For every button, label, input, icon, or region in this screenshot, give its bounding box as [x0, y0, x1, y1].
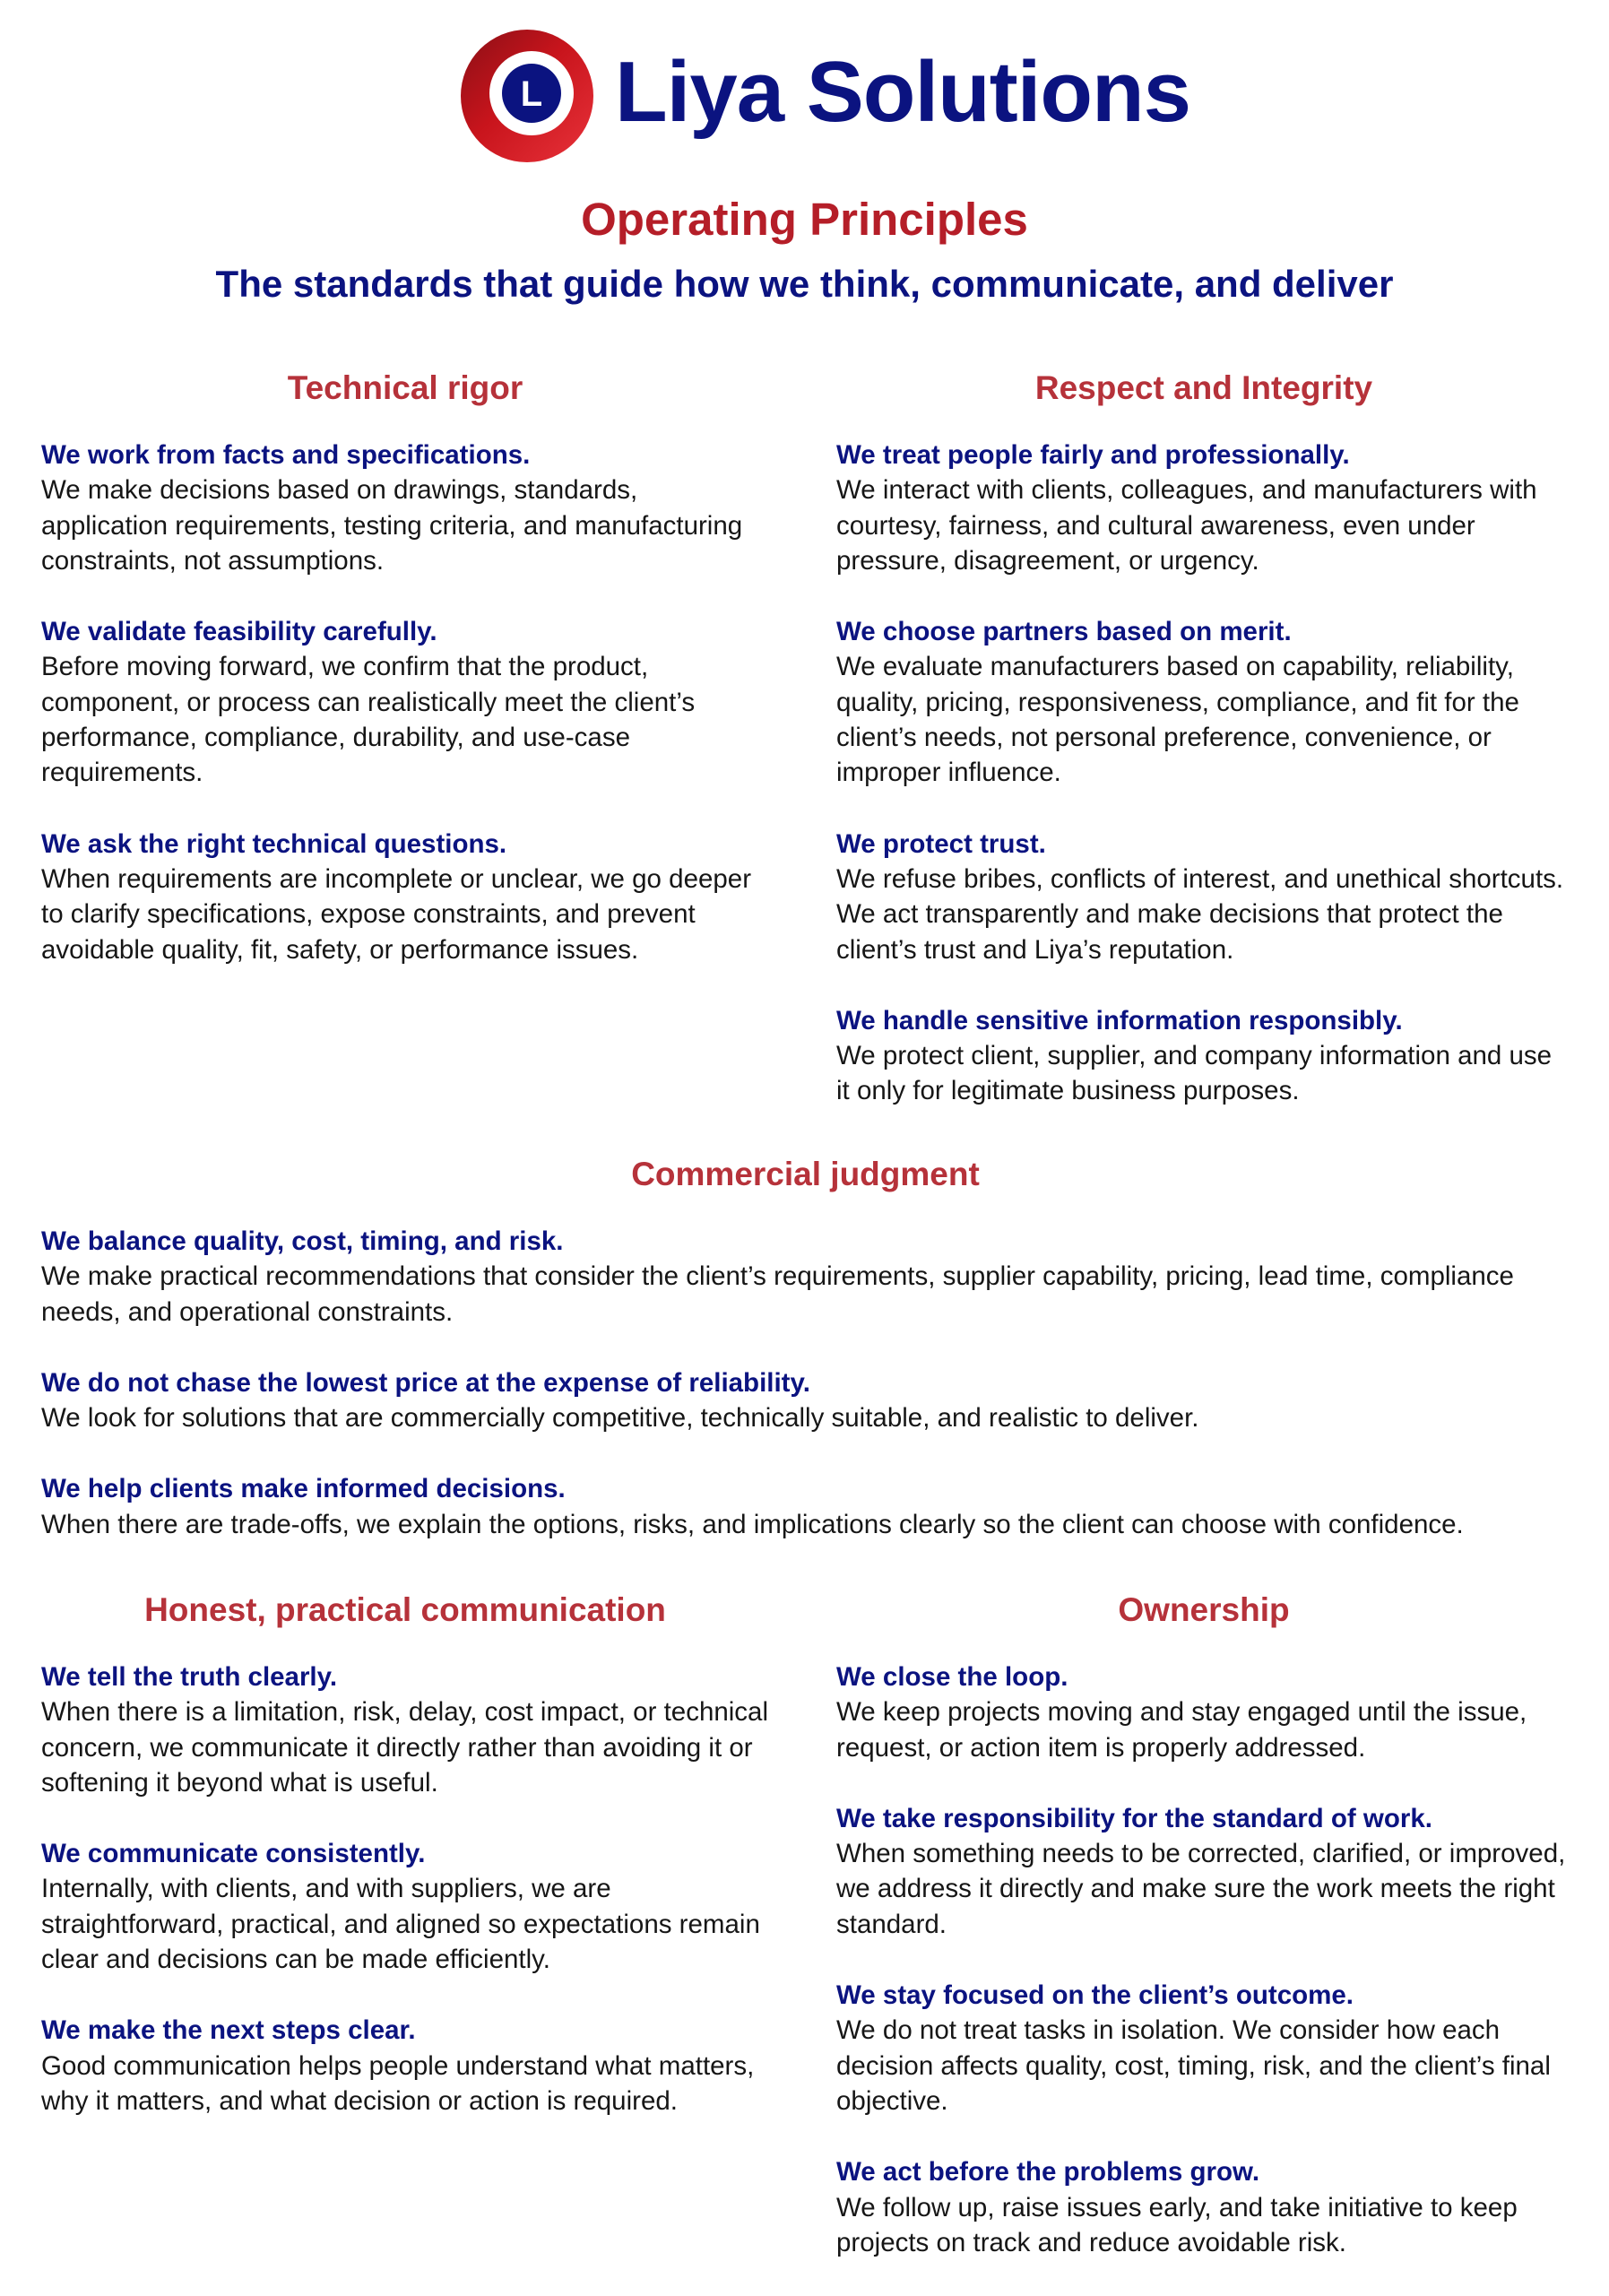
principle-title: We do not chase the lowest price at the expense of reliability.: [41, 1367, 810, 1398]
principle-body: We make practical recommendations that consider the client’s requirements, supplier capability, pricing, lead time, compliance needs, and operational constraints.: [41, 1261, 1514, 1327]
principle-title: We balance quality, cost, timing, and risk.: [41, 1226, 564, 1256]
principle-body: Before moving forward, we confirm that the product, component, or process can realistically meet the client’s performance, compliance, durability, and use-case requirements.: [41, 652, 696, 788]
section-respect-integrity: [836, 364, 1571, 1145]
section-ownership: [836, 1586, 1571, 2296]
principle-body: We refuse bribes, conflicts of interest, and unethical shortcuts. We act transparently and make decisions that protect the client’s trust and Liya’s reputation.: [836, 863, 1564, 965]
principle-item: [836, 1659, 1571, 1765]
principle-item: [836, 614, 1571, 790]
principle-title: We communicate consistently.: [41, 1839, 426, 1869]
principle-title: We work from facts and specifications.: [41, 440, 531, 470]
principle-item: [836, 1801, 1571, 1942]
principle-body: We look for solutions that are commercially competitive, technically suitable, and realistic to deliver.: [41, 1403, 1199, 1434]
liya-logo-icon: [460, 29, 594, 163]
principle-body: When there is a limitation, risk, delay, cost impact, or technical concern, we communicate it directly rather than avoiding it or softening it beyond what is useful.: [41, 1697, 769, 1798]
principle-body: We interact with clients, colleagues, and manufacturers with courtesy, fairness, and cultural awareness, even under pressure, disagreement, or urgency.: [836, 475, 1537, 576]
section-commercial-judgment: [41, 1150, 1570, 1578]
principle-item: [41, 1659, 769, 1800]
principle-item: [41, 1471, 1570, 1542]
principle-title: We tell the truth clearly.: [41, 1662, 338, 1692]
principle-title: We treat people fairly and professionally.: [836, 440, 1350, 470]
section-heading: Technical rigor: [287, 369, 523, 406]
principle-item: [41, 827, 769, 967]
principle-title: We validate feasibility carefully.: [41, 617, 437, 647]
section-heading: Honest, practical communication: [144, 1591, 666, 1628]
page-subtitle: The standards that guide how we think, communicate, and deliver: [215, 263, 1394, 305]
principle-body: We make decisions based on drawings, standards, application requirements, testing criteria, and manufacturing constraints, not assumptions.: [41, 475, 743, 576]
principle-item: [836, 1003, 1571, 1109]
brand-name: Liya Solutions: [615, 44, 1191, 140]
principle-body: When requirements are incomplete or unclear, we go deeper to clarify specifications, expose constraints, and prevent avoidable quality, fit, safety, or performance issues.: [41, 863, 752, 965]
principle-item: [41, 1224, 1570, 1330]
principle-title: We take responsibility for the standard of work.: [836, 1803, 1432, 1833]
principle-title: We help clients make informed decisions.: [41, 1474, 566, 1504]
principle-item: [41, 2013, 769, 2118]
principle-item: [41, 1836, 769, 1977]
principle-body: We follow up, raise issues early, and take initiative to keep projects on track and reduce avoidable risk.: [836, 2192, 1518, 2257]
principle-title: We act before the problems grow.: [836, 2157, 1260, 2188]
principle-body: When there are trade-offs, we explain the options, risks, and implications clearly so the client can choose with confidence.: [41, 1509, 1464, 1539]
principle-title: We close the loop.: [836, 1662, 1068, 1692]
principle-title: We handle sensitive information responsibly.: [836, 1005, 1403, 1035]
principle-body: Internally, with clients, and with suppliers, we are straightforward, practical, and aligned so expectations remain clear and decisions can be made efficiently.: [41, 1874, 760, 1975]
principle-item: [41, 438, 769, 578]
principle-item: [836, 1978, 1571, 2118]
principle-body: We keep projects moving and stay engaged until the issue, request, or action item is properly addressed.: [836, 1697, 1527, 1763]
principle-item: [836, 827, 1571, 967]
page-title: Operating Principles: [581, 194, 1028, 245]
section-technical-rigor: [41, 364, 769, 1003]
principle-body: We evaluate manufacturers based on capability, reliability, quality, pricing, responsiveness, compliance, and fit for the client’s needs, not personal preference, convenience, or improper influence.: [836, 652, 1519, 788]
principle-item: [836, 2154, 1571, 2260]
principle-body: When something needs to be corrected, clarified, or improved, we address it directly and make sure the work meets the right standard.: [836, 1839, 1566, 1939]
principle-title: We stay focused on the client’s outcome.: [836, 1980, 1354, 2011]
principle-body: We protect client, supplier, and company information and use it only for legitimate business purposes.: [836, 1041, 1553, 1106]
section-communication: [41, 1586, 769, 2154]
section-heading: Respect and Integrity: [1034, 369, 1373, 406]
principle-title: We protect trust.: [836, 828, 1046, 859]
principle-title: We choose partners based on merit.: [836, 617, 1292, 647]
section-heading: Commercial judgment: [631, 1156, 980, 1192]
page-header: [0, 27, 1609, 170]
principle-body: Good communication helps people understand what matters, why it matters, and what decision or action is required.: [41, 2050, 755, 2116]
principle-item: [41, 1365, 1570, 1436]
logo-letter: L: [520, 74, 543, 114]
section-heading: Ownership: [1118, 1591, 1290, 1628]
principle-body: We do not treat tasks in isolation. We consider how each decision affects quality, cost, timing, risk, and the client’s final objective.: [836, 2015, 1551, 2116]
principle-item: [836, 438, 1571, 578]
principle-title: We ask the right technical questions.: [41, 828, 507, 859]
principle-item: [41, 614, 769, 790]
principle-title: We make the next steps clear.: [41, 2015, 416, 2046]
